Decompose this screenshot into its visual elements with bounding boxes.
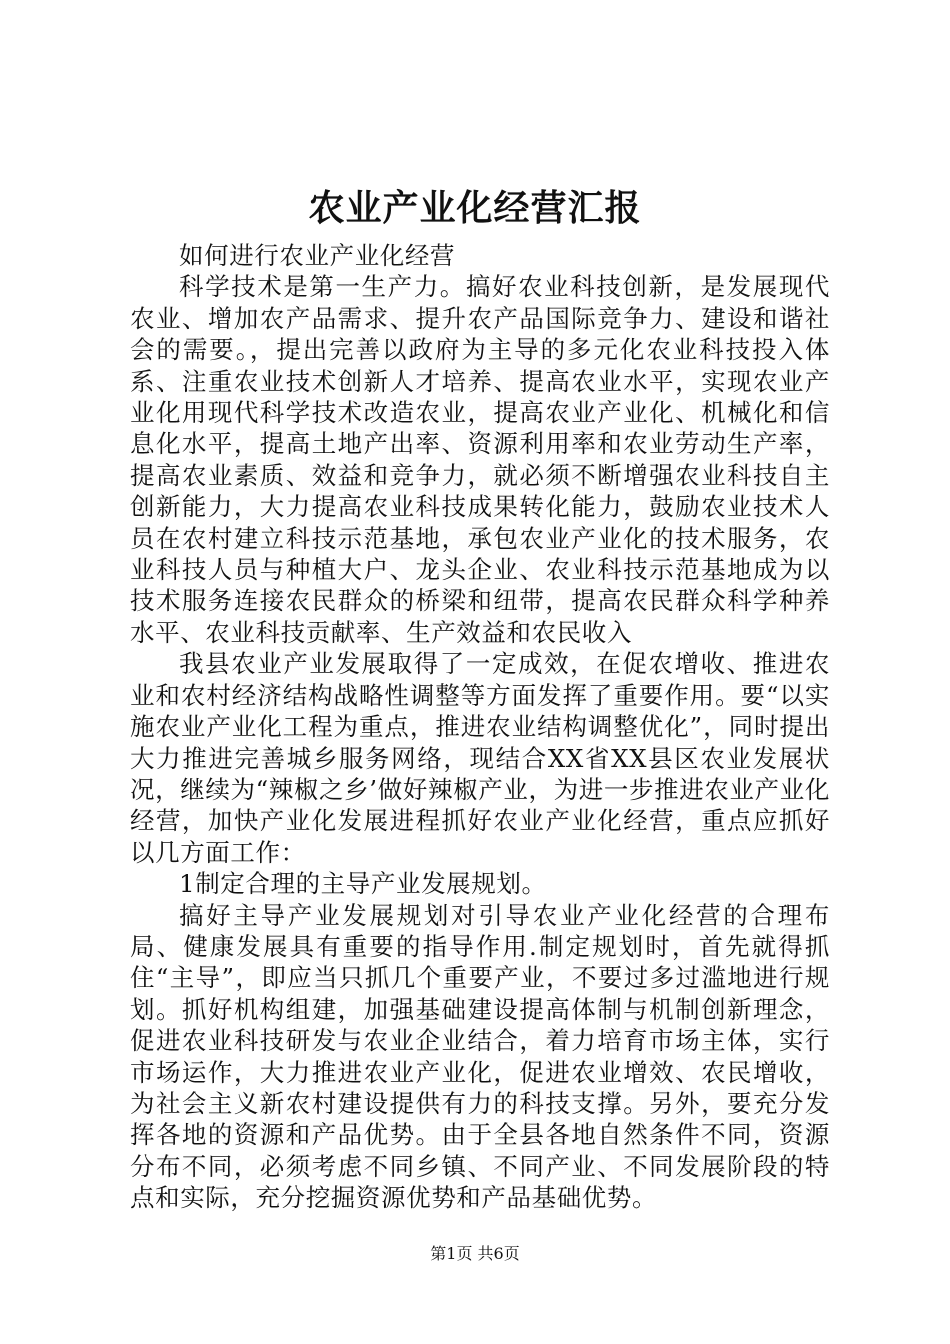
paragraph-subtitle: 如何进行农业产业化经营 (179, 241, 456, 270)
paragraph-heading: 1制定合理的主导产业发展规划。 (179, 869, 547, 899)
paragraph: 科学技术是第一生产力。搞好农业科技创新，是发展现代农业、增加农产品需求、提升农产品国际竞争力、建设和谐社会的需要。，提出完善以政府为主导的多元化农业科技投入体系、注重农业技术创新人才培养、提高农业水平，实现农业产业化用现代科学技术改造农业，提高农业产业化、机械化和信息化水平，提高土地产出率、资源利用率和农业劳动生产率，提高农业素质、效益和竞争力，就必须不断增强农业科技自主创新能力，大力提高农业科技成果转化能力，鼓励农业技术人员在农村建立科技示范基地，承包农业产业化的技术服务，农业科技人员与种植大户、龙头企业、农业科技示范基地成为以技术服务连接农民群众的桥梁和纽带，提高农民群众科学种养水平、农业科技贡献率、生产效益和农民收入 (130, 272, 830, 647)
page-footer: 第1页 共6页 (430, 1244, 520, 1263)
paragraph: 我县农业产业发展取得了一定成效，在促农增收、推进农业和农村经济结构战略性调整等方面发挥了重要作用。要“以实施农业产业化工程为重点，推进农业结构调整优化”，同时提出大力推进完善城乡服务网络，现结合XX省XX县区农业发展状况，继续为“辣椒之乡’做好辣椒产业，为进一步推进农业产业化经营，加快产业化发展进程抓好农业产业化经营，重点应抓好以几方面工作： (130, 649, 830, 867)
document-body (130, 240, 830, 1214)
paragraph: 搞好主导产业发展规划对引导农业产业化经营的合理布局、健康发展具有重要的指导作用.制定规划时，首先就得抓住“主导”，即应当只抓几个重要产业，不要过多过滥地进行规划。抓好机构组建，加强基础建设提高体制与机制创新理念，促进农业科技研发与农业企业结合，着力培育市场主体，实行市场运作，大力推进农业产业化，促进农业增效、农民增收，为社会主义新农村建设提供有力的科技支撑。另外，要充分发挥各地的资源和产品优势。由于全县各地自然条件不同，资源分布不同，必须考虑不同乡镇、不同产业、不同发展阶段的特点和实际，充分挖掘资源优势和产品基础优势。 (130, 900, 830, 1213)
document-title: 农业产业化经营汇报 (308, 187, 642, 229)
